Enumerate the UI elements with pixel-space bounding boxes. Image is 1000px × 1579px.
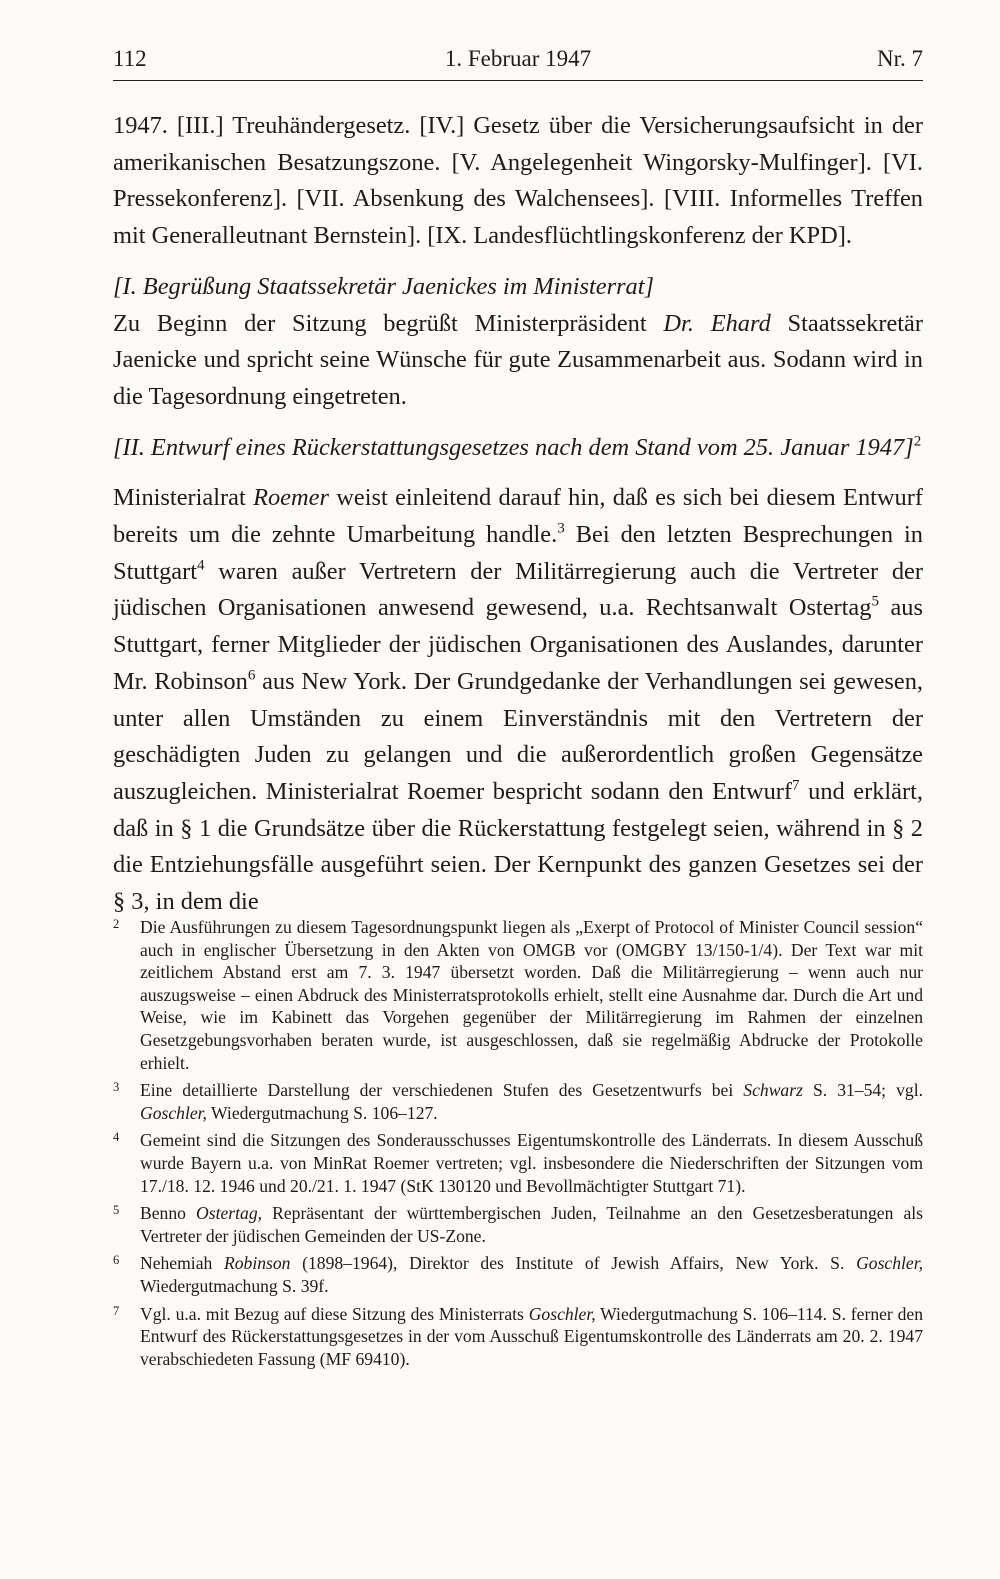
document-page [113,40,924,1369]
footnote-ref-7: 7 [792,777,800,794]
footnote-number: 7 [113,1303,120,1318]
footnote-ref-6: 6 [247,667,256,684]
footnote-ref-2: 2 [913,433,922,450]
footnote-ref-4: 4 [197,557,205,574]
header-rule [113,80,923,81]
footnote-number: 6 [113,1253,120,1268]
footnote-3: 3 Eine detaillierte Darstellung der verschiedenen Stufen des Gesetzentwurfs bei Schwarz S. 31–54; vgl. Goschler, Wiedergutmachung S. 106–127. [113,1079,923,1124]
footnotes [113,916,923,1375]
issue-number: Nr. 7 [877,46,923,71]
running-header [113,40,923,78]
page-number: 112 [113,46,147,71]
footnote-number: 5 [113,1203,120,1218]
footnote-2: 2 Die Ausführungen zu diesem Tagesordnungspunkt liegen als „Exerpt of Protocol of Minister Council session“ auch in englischer Übersetzung in den Akten von OMGB vor (OMGBY 13/150-1/4). Der Text war mit zeitlichem Abstand erst am 7. 3. 1947 übersetzt worden. Daß die Militärregierung – wenn auch nur auszugsweise – einen Abdruck des Ministerratsprotokolls erhielt, stellt eine Ausnahme dar. Durch die Art und Weise, wie im Kabinett das Vorgehen gegenüber der Militärregierung im Rahmen der einzelnen Gesetzgebungsvorhaben beraten wurde, ist ausgeschlossen, daß sie regelmäßig Abdrucke der Protokolle erhielt. [113,916,923,1074]
footnote-ref-3: 3 [557,520,565,537]
section-heading-2: [II. Entwurf eines Rückerstattungsgesetzes nach dem Stand vom 25. Januar 1947]$^2$ [113,433,922,461]
footnote-ref-5: 5 [871,594,880,611]
footnote-5: 5 Benno Ostertag, Repräsentant der württembergischen Juden, Teilnahme an den Gesetzesberatungen als Vertreter der jüdischen Gemeinden der US-Zone. [113,1202,923,1247]
footnote-number: 2 [113,917,120,931]
section-heading-1: [I. Begrüßung Staatssekretär Jaenickes im Ministerrat] [113,272,655,300]
footnote-6: 6 Nehemiah Robinson (1898–1964), Direktor des Institute of Jewish Affairs, New York. S. Goschler, Wiedergutmachung S. 39f. [113,1252,923,1297]
section-2-paragraph: Ministerialrat Roemer weist einleitend darauf hin, daß es sich bei diesem Entwurf bereits um die zehnte Umarbeitung handle.$^3$ Bei den letzten Besprechungen in Stuttgart$^4$ waren außer Vertretern der Militärregierung auch die Vertreter der jüdischen Organisationen anwesend gewesend, u.a. Rechtsanwalt Ostertag$^5$ aus Stuttgart, ferner Mitglieder der jüdischen Organisationen des Auslandes, darunter Mr. Robinson$^6$ aus New York. Der Grundgedanke der Verhandlungen sei gewesen, unter allen Umständen zu einem Einverständnis mit den Vertretern der geschädigten Juden zu gelangen und die außerordentlich großen Gegensätze auszugleichen. Ministerialrat Roemer bespricht sodann den Entwurf$^7$ und erklärt, daß in § 1 die Grundsätze über die Rückerstattung festgelegt seien, während in § 2 die Entziehungsfälle ausgeführt seien. Der Kernpunkt des ganzen Gesetzes sei der § 3, in dem die [113,484,924,916]
footnote-7: 7 Vgl. u.a. mit Bezug auf diese Sitzung des Ministerrats Goschler, Wiedergutmachung S. 106–114. S. ferner den Entwurf des Rückerstattungsgesetzes in der vom Ausschuß Eigentumskontrolle des Länderrats am 20. 2. 1947 verabschiedeten Fassung (MF 69410). [113,1303,923,1371]
header-date: 1. Februar 1947 [444,46,592,71]
person-name: Roemer [253,484,329,512]
footnote-number: 4 [113,1130,120,1145]
section-1-paragraph: Zu Beginn der Sitzung begrüßt Ministerpräsident Dr. Ehard Staatssekretär Jaenicke und spricht seine Wünsche für gute Zusammenarbeit aus. Sodann wird in die Tagesordnung eingetreten. [113,309,923,410]
footnote-4: 4 Gemeint sind die Sitzungen des Sonderausschusses Eigentumskontrolle des Länderrats. In diesem Ausschuß wurde Bayern u.a. von MinRat Roemer vertreten; vgl. insbesondere die Niederschriften der Sitzungen vom 17./18. 12. 1946 und 20./21. 1. 1947 (StK 130120 und Bevollmächtigter Stuttgart 71). [113,1129,923,1197]
agenda-paragraph: 1947. [III.] Treuhändergesetz. [IV.] Gesetz über die Versicherungsaufsicht in der amerikanischen Besatzungszone. [V. Angelegenheit Wingorsky-Mulfinger]. [VI. Pressekonferenz]. [VII. Absenkung des Walchensees]. [VIII. Informelles Treffen mit Generalleutnant Bernstein]. [IX. Landesflüchtlingskonferenz der KPD]. [113,112,923,250]
body-text [113,108,923,921]
footnote-number: 3 [113,1080,120,1095]
